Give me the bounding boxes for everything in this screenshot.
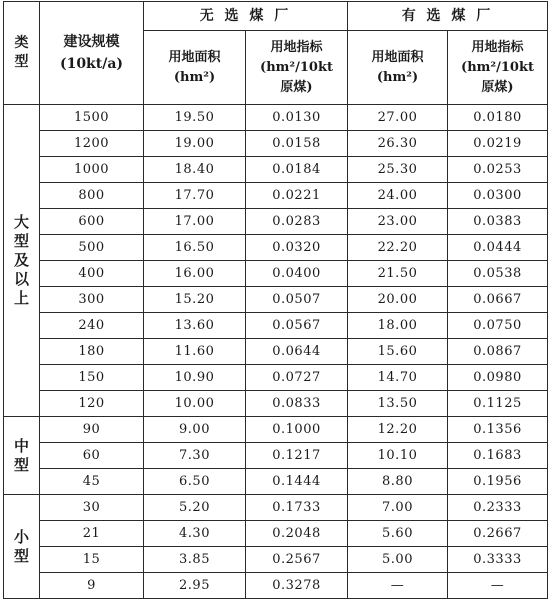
type-char: 中 xyxy=(13,436,29,455)
area-header-unit: (hm²) xyxy=(173,69,216,85)
land-use-table-container xyxy=(3,1,547,599)
area-no-plant-cell: 10.00 xyxy=(144,391,246,417)
area-with-plant-cell: 7.00 xyxy=(348,495,448,521)
land-use-table xyxy=(3,1,548,599)
type-header xyxy=(4,2,40,105)
type-header-char: 类 xyxy=(14,35,29,51)
area-header-title: 用地面积 xyxy=(371,49,424,65)
area-with-plant-cell: 12.20 xyxy=(348,417,448,443)
index-with-plant-cell: 0.0667 xyxy=(448,287,548,313)
area-no-plant-cell: 5.20 xyxy=(144,495,246,521)
area-no-plant-cell: 19.50 xyxy=(144,105,246,131)
table-row xyxy=(4,521,548,547)
area-with-plant-cell: 24.00 xyxy=(348,183,448,209)
area-no-plant-cell: 7.30 xyxy=(144,443,246,469)
area-with-plant-cell: 20.00 xyxy=(348,287,448,313)
scale-cell: 500 xyxy=(40,235,144,261)
index-header-with-plant xyxy=(448,31,548,105)
area-no-plant-cell: 18.40 xyxy=(144,157,246,183)
scale-cell: 240 xyxy=(40,313,144,339)
scale-cell: 1500 xyxy=(40,105,144,131)
area-with-plant-cell: 13.50 xyxy=(348,391,448,417)
index-no-plant-cell: 0.0320 xyxy=(246,235,348,261)
area-with-plant-cell: 8.80 xyxy=(348,469,448,495)
area-with-plant-cell: 23.00 xyxy=(348,209,448,235)
scale-cell: 1000 xyxy=(40,157,144,183)
table-row xyxy=(4,339,548,365)
index-no-plant-cell: 0.0184 xyxy=(246,157,348,183)
index-no-plant-cell: 0.0130 xyxy=(246,105,348,131)
area-no-plant-cell: 13.60 xyxy=(144,313,246,339)
area-with-plant-cell: 26.30 xyxy=(348,131,448,157)
area-with-plant-cell: 18.00 xyxy=(348,313,448,339)
area-with-plant-cell: 5.60 xyxy=(348,521,448,547)
area-no-plant-cell: 10.90 xyxy=(144,365,246,391)
scale-cell: 300 xyxy=(40,287,144,313)
scale-cell: 800 xyxy=(40,183,144,209)
area-with-plant-cell: 15.60 xyxy=(348,339,448,365)
table-row xyxy=(4,105,548,131)
index-with-plant-cell: 0.0444 xyxy=(448,235,548,261)
index-no-plant-cell: 0.1217 xyxy=(246,443,348,469)
scale-cell: 1200 xyxy=(40,131,144,157)
table-row xyxy=(4,417,548,443)
area-no-plant-cell: 6.50 xyxy=(144,469,246,495)
scale-header xyxy=(40,2,144,105)
index-no-plant-cell: 0.3278 xyxy=(246,573,348,599)
index-header-unit-tail: 原煤) xyxy=(481,79,514,95)
scale-cell: 90 xyxy=(40,417,144,443)
area-header-title: 用地面积 xyxy=(168,49,221,65)
index-no-plant-cell: 0.1000 xyxy=(246,417,348,443)
index-no-plant-cell: 0.0644 xyxy=(246,339,348,365)
table-row xyxy=(4,183,548,209)
index-no-plant-cell: 0.1444 xyxy=(246,469,348,495)
type-char: 型 xyxy=(13,455,29,474)
scale-cell: 150 xyxy=(40,365,144,391)
index-with-plant-cell: 0.0750 xyxy=(448,313,548,339)
index-with-plant-cell: 0.2333 xyxy=(448,495,548,521)
area-no-plant-cell: 2.95 xyxy=(144,573,246,599)
area-no-plant-cell: 4.30 xyxy=(144,521,246,547)
index-no-plant-cell: 0.0221 xyxy=(246,183,348,209)
table-row xyxy=(4,365,548,391)
index-no-plant-cell: 0.2567 xyxy=(246,547,348,573)
group-header-no-plant: 无 选 煤 厂 xyxy=(144,2,348,31)
index-with-plant-cell: 0.1125 xyxy=(448,391,548,417)
index-with-plant-cell: 0.0383 xyxy=(448,209,548,235)
table-row xyxy=(4,131,548,157)
index-header-unit: (hm²/10kt xyxy=(461,59,534,75)
index-no-plant-cell: 0.0727 xyxy=(246,365,348,391)
index-header-title: 用地指标 xyxy=(270,39,323,55)
area-header-with-plant xyxy=(348,31,448,105)
table-row xyxy=(4,235,548,261)
type-char: 及 xyxy=(13,251,29,269)
index-header-title: 用地指标 xyxy=(471,39,524,55)
index-with-plant-cell: 0.0219 xyxy=(448,131,548,157)
area-with-plant-cell: 22.20 xyxy=(348,235,448,261)
index-with-plant-cell: 0.0253 xyxy=(448,157,548,183)
area-no-plant-cell: 11.60 xyxy=(144,339,246,365)
type-cell xyxy=(4,495,40,599)
area-header-unit: (hm²) xyxy=(376,69,419,85)
index-no-plant-cell: 0.0507 xyxy=(246,287,348,313)
index-no-plant-cell: 0.2048 xyxy=(246,521,348,547)
scale-header-unit: (10kt/a) xyxy=(59,56,124,72)
index-no-plant-cell: 0.0833 xyxy=(246,391,348,417)
index-with-plant-cell: 0.0867 xyxy=(448,339,548,365)
type-cell xyxy=(4,105,40,417)
table-row xyxy=(4,573,548,599)
type-char: 以 xyxy=(13,270,29,288)
index-with-plant-cell: 0.0180 xyxy=(448,105,548,131)
table-row xyxy=(4,469,548,495)
area-with-plant-cell: — xyxy=(348,573,448,599)
index-header-unit: (hm²/10kt xyxy=(260,59,333,75)
type-header-char: 型 xyxy=(14,54,29,70)
index-no-plant-cell: 0.0283 xyxy=(246,209,348,235)
index-with-plant-cell: — xyxy=(448,573,548,599)
header-row-top xyxy=(4,2,548,31)
index-no-plant-cell: 0.0158 xyxy=(246,131,348,157)
index-header-no-plant xyxy=(246,31,348,105)
area-no-plant-cell: 17.70 xyxy=(144,183,246,209)
scale-cell: 600 xyxy=(40,209,144,235)
area-no-plant-cell: 16.00 xyxy=(144,261,246,287)
type-char: 上 xyxy=(13,289,29,307)
table-body xyxy=(4,2,548,599)
scale-cell: 15 xyxy=(40,547,144,573)
table-row xyxy=(4,547,548,573)
area-with-plant-cell: 10.10 xyxy=(348,443,448,469)
scale-cell: 45 xyxy=(40,469,144,495)
table-row xyxy=(4,287,548,313)
scale-cell: 180 xyxy=(40,339,144,365)
type-char: 小 xyxy=(13,527,29,546)
scale-cell: 400 xyxy=(40,261,144,287)
table-row xyxy=(4,495,548,521)
index-with-plant-cell: 0.1956 xyxy=(448,469,548,495)
group-header-with-plant: 有 选 煤 厂 xyxy=(348,2,548,31)
area-with-plant-cell: 25.30 xyxy=(348,157,448,183)
area-with-plant-cell: 14.70 xyxy=(348,365,448,391)
index-no-plant-cell: 0.1733 xyxy=(246,495,348,521)
scale-header-title: 建设规模 xyxy=(63,34,120,50)
area-no-plant-cell: 16.50 xyxy=(144,235,246,261)
area-with-plant-cell: 5.00 xyxy=(348,547,448,573)
index-with-plant-cell: 0.0300 xyxy=(448,183,548,209)
area-header-no-plant xyxy=(144,31,246,105)
scale-cell: 30 xyxy=(40,495,144,521)
index-header-unit-tail: 原煤) xyxy=(280,79,313,95)
area-no-plant-cell: 3.85 xyxy=(144,547,246,573)
index-no-plant-cell: 0.0567 xyxy=(246,313,348,339)
scale-cell: 9 xyxy=(40,573,144,599)
type-char: 型 xyxy=(13,546,29,565)
scale-cell: 60 xyxy=(40,443,144,469)
area-no-plant-cell: 17.00 xyxy=(144,209,246,235)
type-char: 型 xyxy=(13,232,29,250)
scale-cell: 120 xyxy=(40,391,144,417)
area-no-plant-cell: 9.00 xyxy=(144,417,246,443)
index-with-plant-cell: 0.3333 xyxy=(448,547,548,573)
area-no-plant-cell: 15.20 xyxy=(144,287,246,313)
index-with-plant-cell: 0.1683 xyxy=(448,443,548,469)
scale-cell: 21 xyxy=(40,521,144,547)
area-with-plant-cell: 21.50 xyxy=(348,261,448,287)
table-row xyxy=(4,391,548,417)
index-with-plant-cell: 0.1356 xyxy=(448,417,548,443)
table-row xyxy=(4,157,548,183)
area-with-plant-cell: 27.00 xyxy=(348,105,448,131)
type-char: 大 xyxy=(13,213,29,231)
index-with-plant-cell: 0.0980 xyxy=(448,365,548,391)
table-row xyxy=(4,443,548,469)
index-with-plant-cell: 0.2667 xyxy=(448,521,548,547)
area-no-plant-cell: 19.00 xyxy=(144,131,246,157)
table-row xyxy=(4,313,548,339)
index-no-plant-cell: 0.0400 xyxy=(246,261,348,287)
index-with-plant-cell: 0.0538 xyxy=(448,261,548,287)
table-row xyxy=(4,261,548,287)
type-cell xyxy=(4,417,40,495)
table-row xyxy=(4,209,548,235)
